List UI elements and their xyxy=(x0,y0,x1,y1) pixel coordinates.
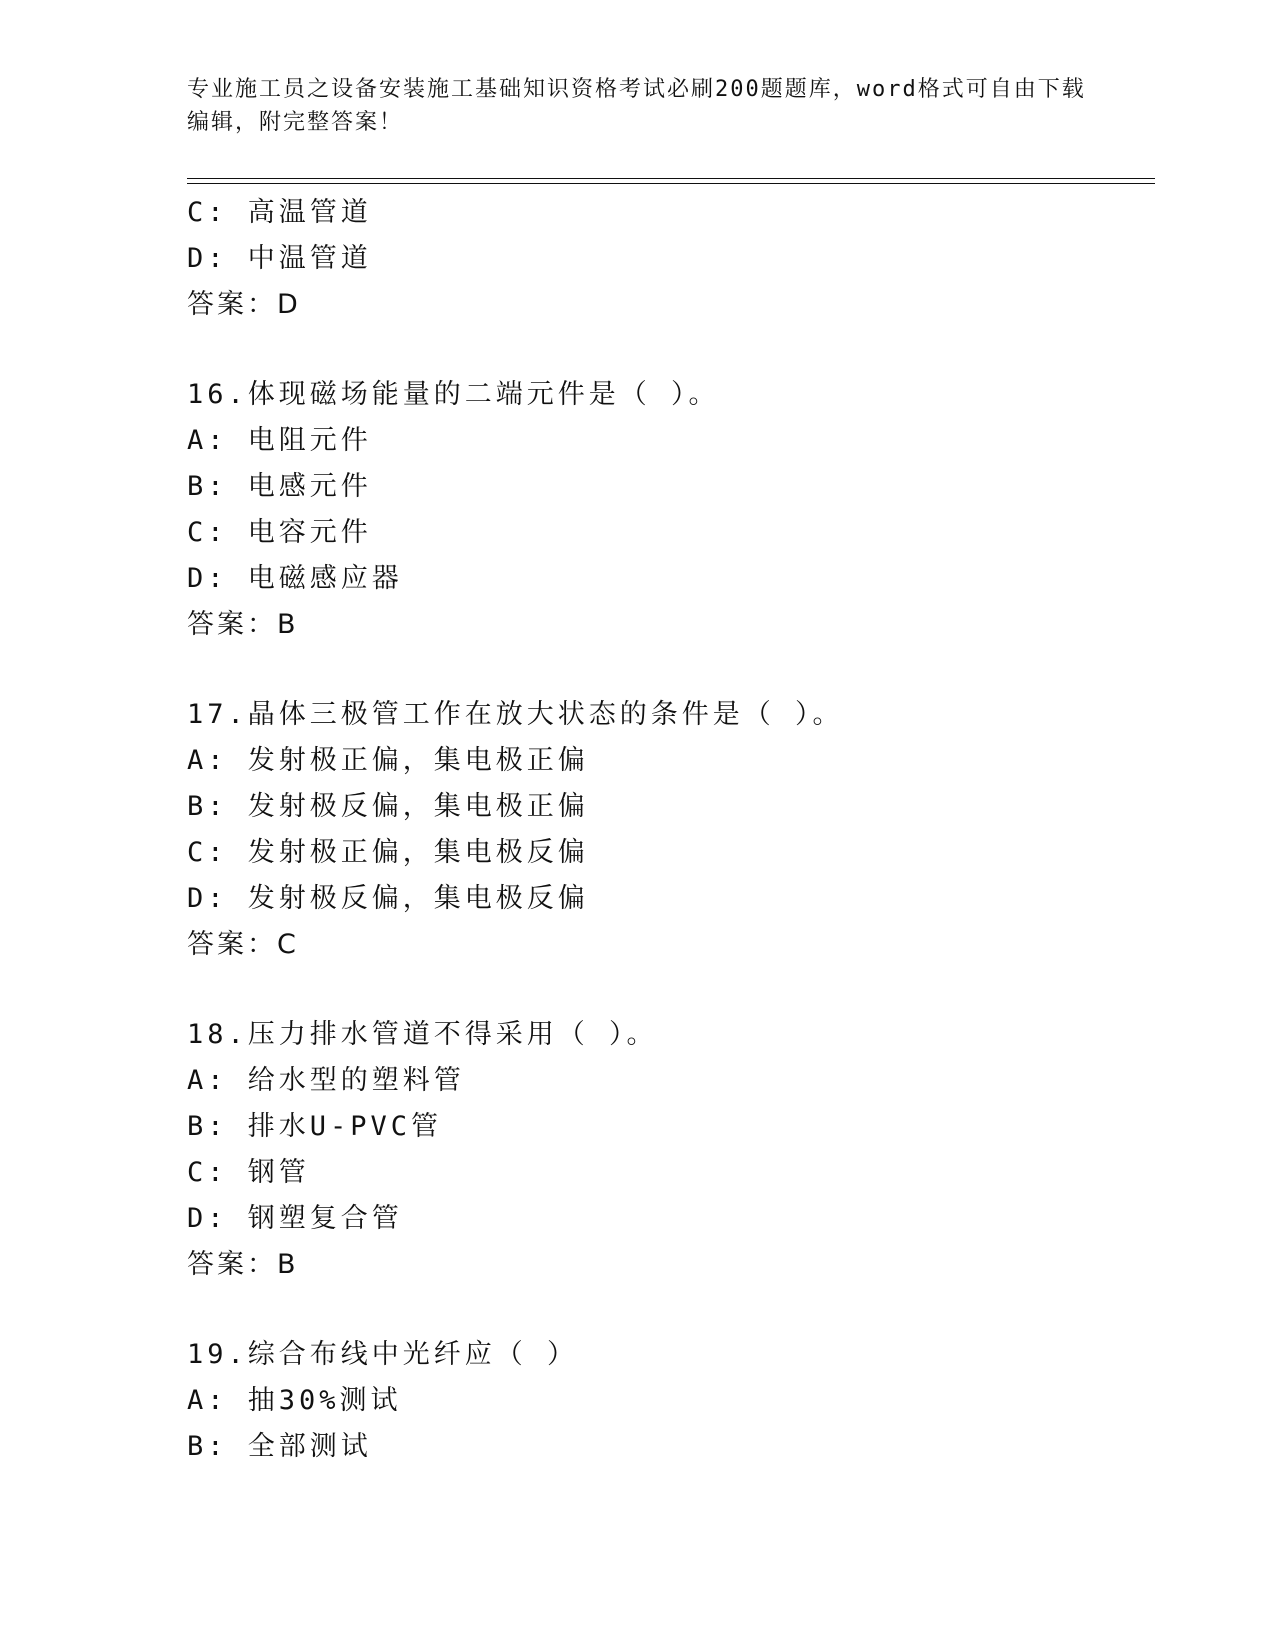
question-19 xyxy=(187,1332,1147,1470)
option-line: A: 发射极正偏，集电极正偏 xyxy=(187,745,589,776)
option-line: C: 高温管道 xyxy=(187,197,372,228)
answer-line: 答案：C xyxy=(187,929,299,960)
answer-line: 答案：B xyxy=(187,609,299,640)
question-stem: 16.体现磁场能量的二端元件是（ ）。 xyxy=(187,379,720,410)
header-divider-top xyxy=(187,178,1155,179)
option-line: C: 发射极正偏，集电极反偏 xyxy=(187,837,589,868)
option-line: C: 钢管 xyxy=(187,1157,310,1188)
question-content xyxy=(187,190,1147,1470)
option-line: A: 抽30%测试 xyxy=(187,1385,402,1416)
answer-line: 答案：B xyxy=(187,1249,299,1280)
option-line: D: 电磁感应器 xyxy=(187,563,403,594)
option-line: D: 中温管道 xyxy=(187,243,372,274)
option-line: B: 电感元件 xyxy=(187,471,372,502)
question-16 xyxy=(187,372,1147,648)
question-stem: 18.压力排水管道不得采用（ ）。 xyxy=(187,1019,658,1050)
question-stem: 19.综合布线中光纤应（ ） xyxy=(187,1339,579,1370)
option-line: C: 电容元件 xyxy=(187,517,372,548)
option-line: D: 钢塑复合管 xyxy=(187,1203,403,1234)
document-header: 专业施工员之设备安装施工基础知识资格考试必刷200题题库，word格式可自由下载编辑，附完整答案！ xyxy=(187,77,1086,135)
option-line: A: 电阻元件 xyxy=(187,425,372,456)
header-divider-bottom xyxy=(187,183,1155,184)
question-17 xyxy=(187,692,1147,968)
option-line: B: 发射极反偏，集电极正偏 xyxy=(187,791,589,822)
option-line: B: 全部测试 xyxy=(187,1431,372,1462)
option-line: B: 排水U-PVC管 xyxy=(187,1111,443,1142)
option-line: A: 给水型的塑料管 xyxy=(187,1065,465,1096)
option-line: D: 发射极反偏，集电极反偏 xyxy=(187,883,589,914)
answer-line: 答案：D xyxy=(187,289,301,320)
question-stem: 17.晶体三极管工作在放大状态的条件是（ ）。 xyxy=(187,699,844,730)
question-18 xyxy=(187,1012,1147,1288)
continued-question xyxy=(187,190,1147,328)
